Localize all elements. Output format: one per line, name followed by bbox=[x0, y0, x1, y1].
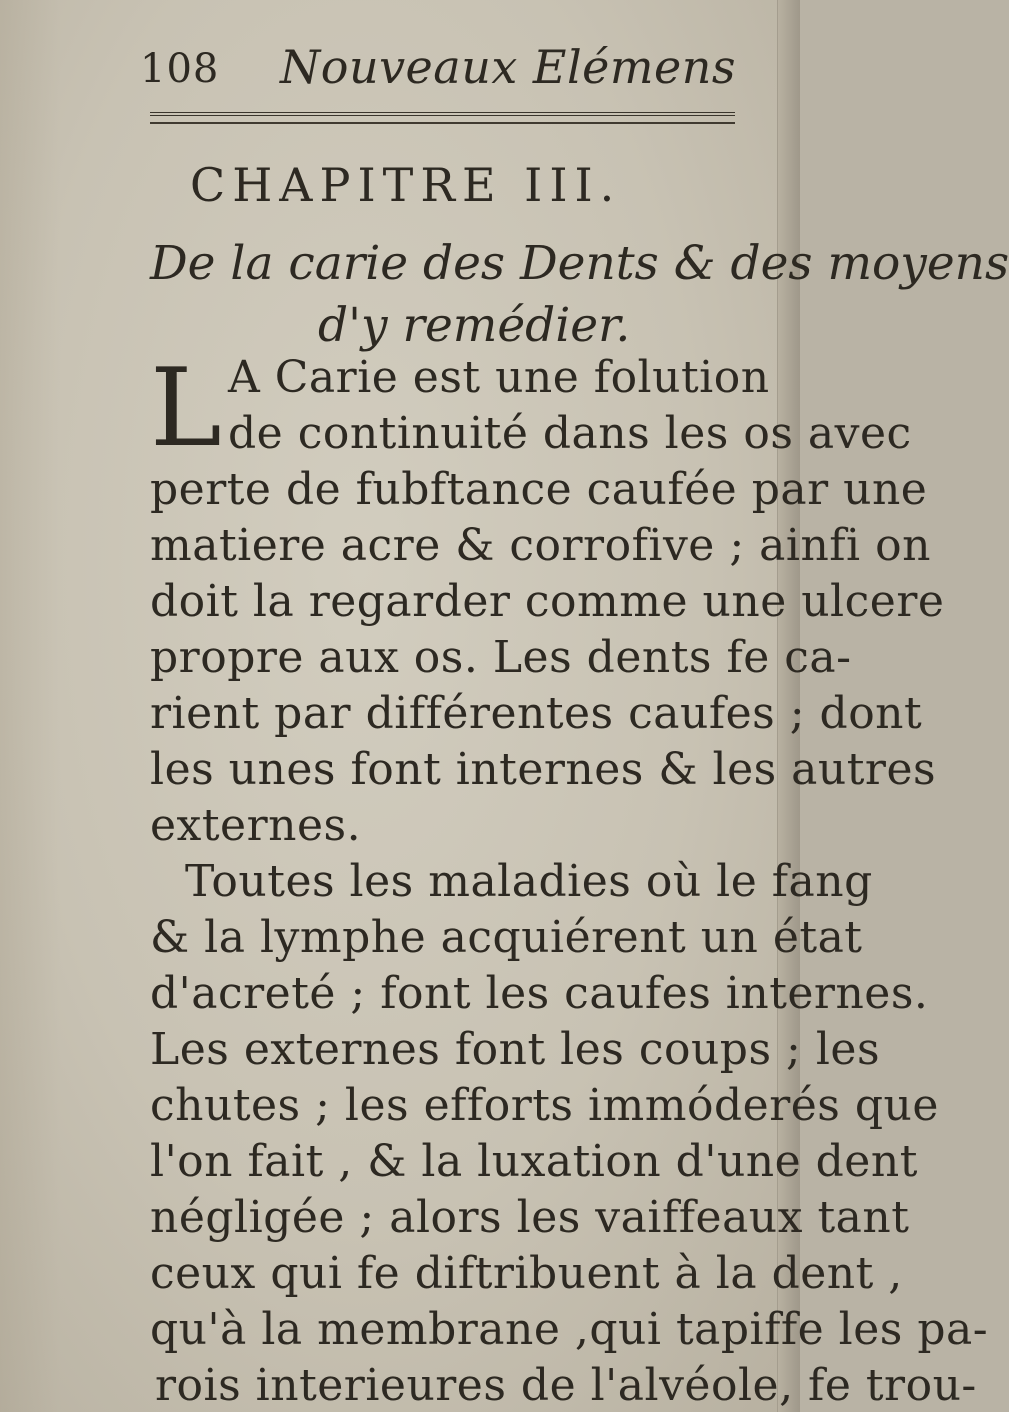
text-line: négligée ; alors les vaiffeaux tant bbox=[150, 1192, 910, 1243]
chapter-subtitle-line-1: De la carie des Dents & des moyens bbox=[150, 236, 1009, 291]
header-rule-lower bbox=[150, 122, 735, 124]
text-line: propre aux os. Les dents fe ca- bbox=[150, 632, 852, 683]
chapter-subtitle-line-2: d'y remédier. bbox=[318, 298, 631, 353]
running-head bbox=[130, 40, 750, 100]
page-number: 108 bbox=[140, 46, 220, 92]
text-line: chutes ; les efforts immóderés que bbox=[150, 1080, 939, 1131]
text-line: & la lymphe acquiérent un état bbox=[150, 912, 863, 963]
header-rule bbox=[150, 112, 735, 116]
text-line: les unes font internes & les autres bbox=[150, 744, 937, 795]
text-line: ceux qui fe diftribuent à la dent , bbox=[150, 1248, 903, 1299]
text-line: perte de fubftance caufée par une bbox=[150, 464, 928, 515]
text-line: qu'à la membrane ,qui tapiffe les pa- bbox=[150, 1304, 989, 1355]
text-line: externes. bbox=[150, 800, 362, 851]
text-line: de continuité dans les os avec bbox=[228, 408, 912, 459]
text-line: rois interieures de l'alvéole, fe trou- bbox=[155, 1360, 977, 1411]
text-line: l'on fait , & la luxation d'une dent bbox=[150, 1136, 918, 1187]
drop-cap: L bbox=[150, 346, 222, 471]
text-line: Les externes font les coups ; les bbox=[150, 1024, 881, 1075]
running-head-title: Nouveaux Elémens bbox=[280, 40, 736, 94]
text-line: Toutes les maladies où le fang bbox=[185, 856, 873, 907]
text-line: rient par différentes caufes ; dont bbox=[150, 688, 923, 739]
page-stain bbox=[0, 0, 60, 1412]
text-line: A Carie est une folution bbox=[228, 352, 770, 403]
text-line: doit la regarder comme une ulcere bbox=[150, 576, 945, 627]
text-line: d'acreté ; font les caufes internes. bbox=[150, 968, 929, 1019]
chapter-heading: CHAPITRE III. bbox=[190, 158, 622, 212]
text-line: matiere acre & corrofive ; ainfi on bbox=[150, 520, 931, 571]
